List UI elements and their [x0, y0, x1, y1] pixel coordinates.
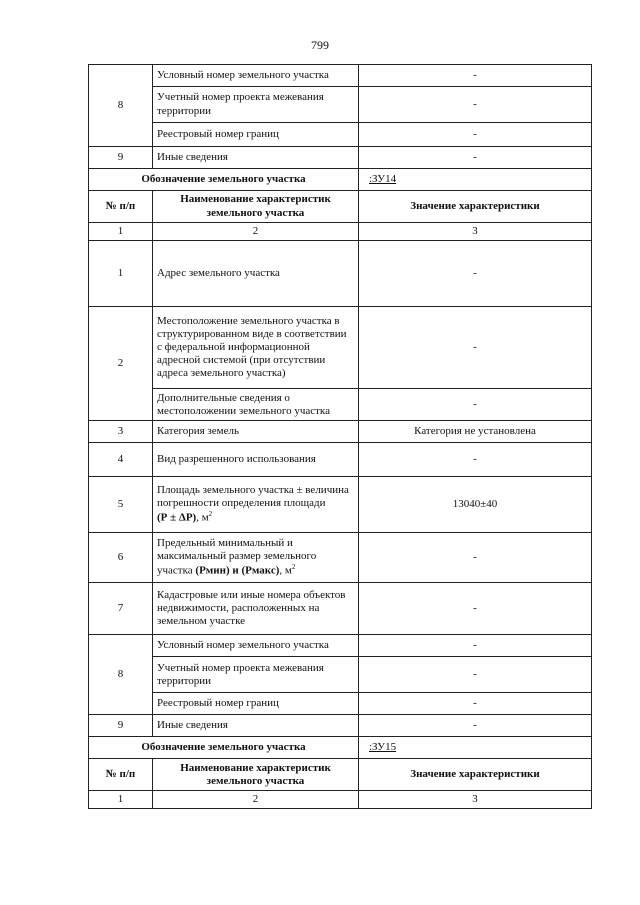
characteristic-label: [153, 477, 359, 533]
column-header-number: № п/п: [89, 191, 153, 223]
zone-code: :ЗУ14: [359, 169, 592, 191]
column-header-name: Наименование характеристик земельного участка: [153, 191, 359, 223]
table-row: [89, 65, 592, 87]
characteristic-value: -: [359, 147, 592, 169]
zone-title: Обозначение земельного участка: [89, 169, 359, 191]
row-number: 3: [89, 421, 153, 443]
unit-exponent: 2: [291, 563, 296, 572]
area-formula: (Р ± ΔР): [157, 512, 197, 525]
page-number: 799: [311, 38, 329, 52]
row-number: 9: [89, 715, 153, 737]
characteristic-value: -: [359, 583, 592, 635]
table-row: [89, 635, 592, 657]
column-index: 3: [359, 791, 592, 809]
row-number: 6: [89, 533, 153, 583]
characteristic-label: Учетный номер проекта межевания территории: [153, 87, 359, 123]
row-number: 5: [89, 477, 153, 533]
characteristic-value: -: [359, 307, 592, 389]
table-row: [89, 307, 592, 389]
size-formula: (Рмин) и (Рмакс): [195, 565, 280, 578]
row-number: 8: [89, 65, 153, 147]
characteristic-label: Местоположение земельного участка в структурированном виде в соответствии с федеральной информационной адресной системой (при отсутствии адреса земельного участка): [153, 307, 359, 389]
characteristic-label: Реестровый номер границ: [153, 123, 359, 147]
header-row: [89, 191, 592, 223]
characteristic-label: Вид разрешенного использования: [153, 443, 359, 477]
characteristic-label: Категория земель: [153, 421, 359, 443]
characteristic-value: -: [359, 533, 592, 583]
column-index: 1: [89, 223, 153, 241]
column-index: 2: [153, 223, 359, 241]
column-index-row: [89, 791, 592, 809]
table-row: [89, 87, 592, 123]
row-number: 4: [89, 443, 153, 477]
characteristic-value: -: [359, 693, 592, 715]
row-number: 7: [89, 583, 153, 635]
unit-exponent: 2: [208, 510, 213, 519]
column-header-value: Значение характеристики: [359, 191, 592, 223]
column-index: 1: [89, 791, 153, 809]
characteristic-value: -: [359, 715, 592, 737]
row-number: 9: [89, 147, 153, 169]
column-header-name: Наименование характеристик земельного участка: [153, 759, 359, 791]
table-row: [89, 715, 592, 737]
row-number: 2: [89, 307, 153, 421]
characteristic-value: -: [359, 87, 592, 123]
row-number: 8: [89, 635, 153, 715]
table-row: [89, 477, 592, 533]
table-row: [89, 123, 592, 147]
characteristic-label: Условный номер земельного участка: [153, 635, 359, 657]
table-row: [89, 443, 592, 477]
characteristic-label: [153, 533, 359, 583]
characteristic-label: Адрес земельного участка: [153, 241, 359, 307]
column-index: 3: [359, 223, 592, 241]
zone-title-row: [89, 737, 592, 759]
characteristic-value: -: [359, 443, 592, 477]
size-label: Предельный минимальный и максимальный размер земельного участка: [157, 537, 317, 578]
characteristic-label: Кадастровые или иные номера объектов недвижимости, расположенных на земельном участке: [153, 583, 359, 635]
table-row: [89, 657, 592, 693]
characteristic-value: -: [359, 65, 592, 87]
row-number: 1: [89, 241, 153, 307]
header-row: [89, 759, 592, 791]
characteristic-label: Условный номер земельного участка: [153, 65, 359, 87]
characteristic-value: -: [359, 657, 592, 693]
characteristic-value: -: [359, 241, 592, 307]
table-row: [89, 389, 592, 421]
zone-title-row: [89, 169, 592, 191]
characteristic-label: Реестровый номер границ: [153, 693, 359, 715]
table-row: [89, 147, 592, 169]
size-unit: , м: [279, 565, 292, 578]
land-plot-table: [88, 64, 592, 809]
table-row: [89, 693, 592, 715]
table-row: [89, 583, 592, 635]
table-row: [89, 533, 592, 583]
characteristic-value: 13040±40: [359, 477, 592, 533]
characteristic-label: Учетный номер проекта межевания территории: [153, 657, 359, 693]
column-header-number: № п/п: [89, 759, 153, 791]
zone-title: Обозначение земельного участка: [89, 737, 359, 759]
characteristic-label: Дополнительные сведения о местоположении земельного участка: [153, 389, 359, 421]
characteristic-value: -: [359, 389, 592, 421]
zone-code: :ЗУ15: [359, 737, 592, 759]
area-unit: , м: [196, 512, 209, 525]
characteristic-label: Иные сведения: [153, 147, 359, 169]
characteristic-label: Иные сведения: [153, 715, 359, 737]
column-index: 2: [153, 791, 359, 809]
column-index-row: [89, 223, 592, 241]
table-row: [89, 421, 592, 443]
characteristic-value: Категория не установлена: [359, 421, 592, 443]
characteristic-value: -: [359, 635, 592, 657]
table-row: [89, 241, 592, 307]
area-label: Площадь земельного участка ± величина погрешности определения площади: [157, 484, 349, 510]
column-header-value: Значение характеристики: [359, 759, 592, 791]
characteristic-value: -: [359, 123, 592, 147]
